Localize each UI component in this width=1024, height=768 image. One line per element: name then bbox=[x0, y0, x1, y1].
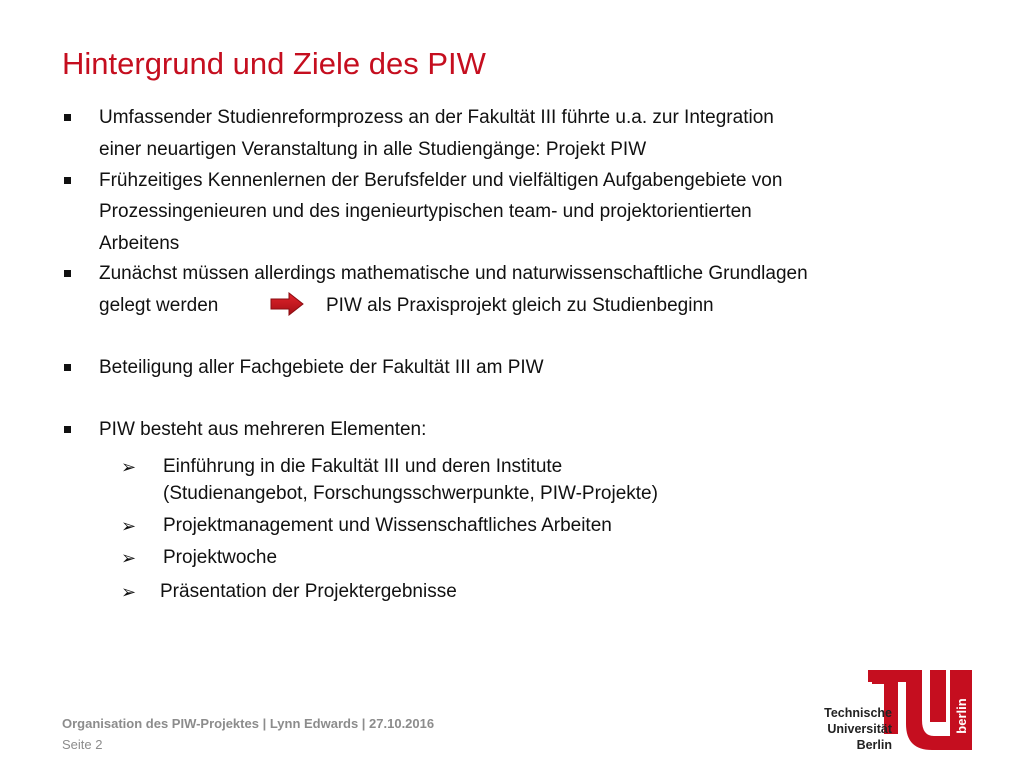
sub-bullet-4: Präsentation der Projektergebnisse bbox=[160, 581, 457, 602]
slide-title: Hintergrund und Ziele des PIW bbox=[62, 46, 486, 81]
sub-bullet-1-line-2: (Studienangebot, Forschungsschwerpunkte, PIW-Projekte) bbox=[163, 483, 658, 504]
bullet-1-line-2: einer neuartigen Veranstaltung in alle Studiengänge: Projekt PIW bbox=[99, 139, 647, 160]
bullet-5-line-1: PIW besteht aus mehreren Elementen: bbox=[99, 419, 427, 440]
page-number: Seite 2 bbox=[62, 737, 103, 752]
bullet-marker bbox=[64, 177, 71, 184]
bullet-marker bbox=[64, 114, 71, 121]
bullet-2-line-3: Arbeitens bbox=[99, 233, 180, 254]
chevron-right-icon: ➢ bbox=[121, 582, 137, 602]
right-arrow-icon bbox=[270, 292, 304, 316]
chevron-right-icon: ➢ bbox=[121, 457, 137, 477]
logo-line-3: Berlin bbox=[856, 738, 892, 752]
logo-vertical-text: berlin bbox=[954, 698, 969, 734]
chevron-right-icon: ➢ bbox=[121, 548, 137, 568]
bullet-4-line-1: Beteiligung aller Fachgebiete der Fakultät III am PIW bbox=[99, 357, 544, 378]
sub-bullet-1-line-1: Einführung in die Fakultät III und deren Institute bbox=[163, 456, 563, 477]
bullet-3-line-2a: gelegt werden bbox=[99, 295, 219, 316]
sub-bullet-2: Projektmanagement und Wissenschaftliches Arbeiten bbox=[163, 515, 612, 536]
bullet-3-line-2b: PIW als Praxisprojekt gleich zu Studienbeginn bbox=[326, 295, 714, 316]
bullet-marker bbox=[64, 270, 71, 277]
logo-line-1: Technische bbox=[824, 706, 892, 720]
chevron-right-icon: ➢ bbox=[121, 516, 137, 536]
sub-bullet-3: Projektwoche bbox=[163, 547, 278, 568]
bullet-2-line-2: Prozessingenieuren und des ingenieurtypischen team- und projektorientierten bbox=[99, 201, 752, 222]
bullet-1-line-1: Umfassender Studienreformprozess an der Fakultät III führte u.a. zur Integration bbox=[99, 107, 774, 128]
footer-info: Organisation des PIW-Projektes | Lynn Edwards | 27.10.2016 bbox=[62, 716, 435, 731]
bullet-2-line-1: Frühzeitiges Kennenlernen der Berufsfelder und vielfältigen Aufgabengebiete von bbox=[99, 170, 783, 191]
bullet-marker bbox=[64, 426, 71, 433]
bullet-marker bbox=[64, 364, 71, 371]
bullet-3-line-1: Zunächst müssen allerdings mathematische und naturwissenschaftliche Grundlagen bbox=[99, 263, 808, 284]
logo-line-2: Universität bbox=[827, 722, 892, 736]
